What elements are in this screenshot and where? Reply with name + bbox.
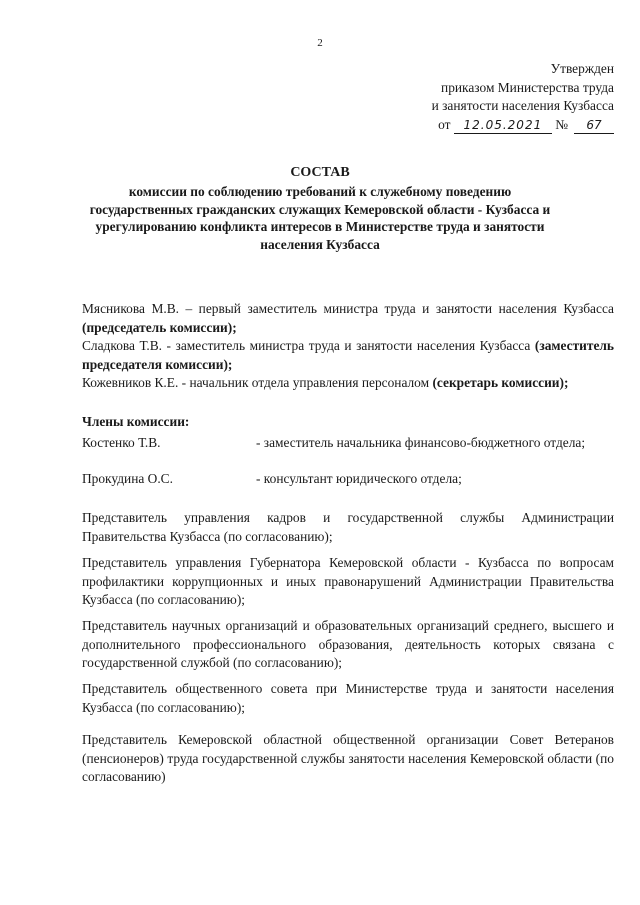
handwritten-number: 67 <box>574 118 614 134</box>
approval-date-line <box>432 116 614 135</box>
from-label: от <box>438 116 451 132</box>
representative-entry: Представитель общественного совета при Министерстве труда и занятости населения Кузбасса (по согласованию); <box>82 681 614 715</box>
secretary-entry: Кожевников К.Е. - начальник отдела управления персоналом (секретарь комиссии); <box>82 375 569 390</box>
representative-entry: Представитель Кемеровской областной общественной организации Совет Ветеранов (пенсионеров) труда государственной службы занятости населения Кемеровской области (по согласованию) <box>82 732 614 784</box>
handwritten-date: 12.05.2021 <box>454 118 552 134</box>
member-name: Костенко Т.В. <box>82 435 161 450</box>
member-role: - консультант юридического отдела; <box>256 471 462 486</box>
chairman-entry: Мясникова М.В. – первый заместитель министра труда и занятости населения Кузбасса (председатель комиссии); <box>82 301 614 335</box>
deputy-chairman-role: (заместитель председателя комиссии); <box>82 338 614 372</box>
document-subtitle: комиссии по соблюдению требований к служебному поведению государственных гражданских служащих Кемеровской области - Кузбасса и урегулированию конфликта интересов в Министерстве труда и занятости населения Кузбасса <box>89 184 551 252</box>
approval-line-1: Утвержден <box>550 61 614 76</box>
member-name: Прокудина О.С. <box>82 471 173 486</box>
deputy-chairman-entry: Сладкова Т.В. - заместитель министра труда и занятости населения Кузбасса (заместитель председателя комиссии); <box>82 338 614 372</box>
representative-entry: Представитель управления Губернатора Кемеровской области - Кузбасса по вопросам профилактики коррупционных и иных правонарушений Администрации Правительства Кузбасса (по согласованию); <box>82 555 614 607</box>
members-heading: Члены комиссии: <box>82 414 190 429</box>
chairman-role: (председатель комиссии); <box>82 319 237 335</box>
secretary-role: (секретарь комиссии); <box>432 375 569 390</box>
number-label: № <box>555 116 568 132</box>
member-role: - заместитель начальника финансово-бюджетного отдела; <box>256 435 586 450</box>
approval-line-2: приказом Министерства труда <box>441 79 614 95</box>
approval-stamp <box>432 60 614 134</box>
representative-entry: Представитель управления кадров и государственной службы Администрации Правительства Кузбасса (по согласованию); <box>82 510 614 544</box>
leadership-block <box>82 300 614 393</box>
representative-entry: Представитель научных организаций и образовательных организаций среднего, высшего и дополнительного профессионального образования, деятельность которых связана с государственной службой (по согласованию); <box>82 618 614 670</box>
approval-line-3: и занятости населения Кузбасса <box>431 98 614 113</box>
page-number: 2 <box>317 37 323 49</box>
document-title: СОСТАВ <box>290 165 350 180</box>
